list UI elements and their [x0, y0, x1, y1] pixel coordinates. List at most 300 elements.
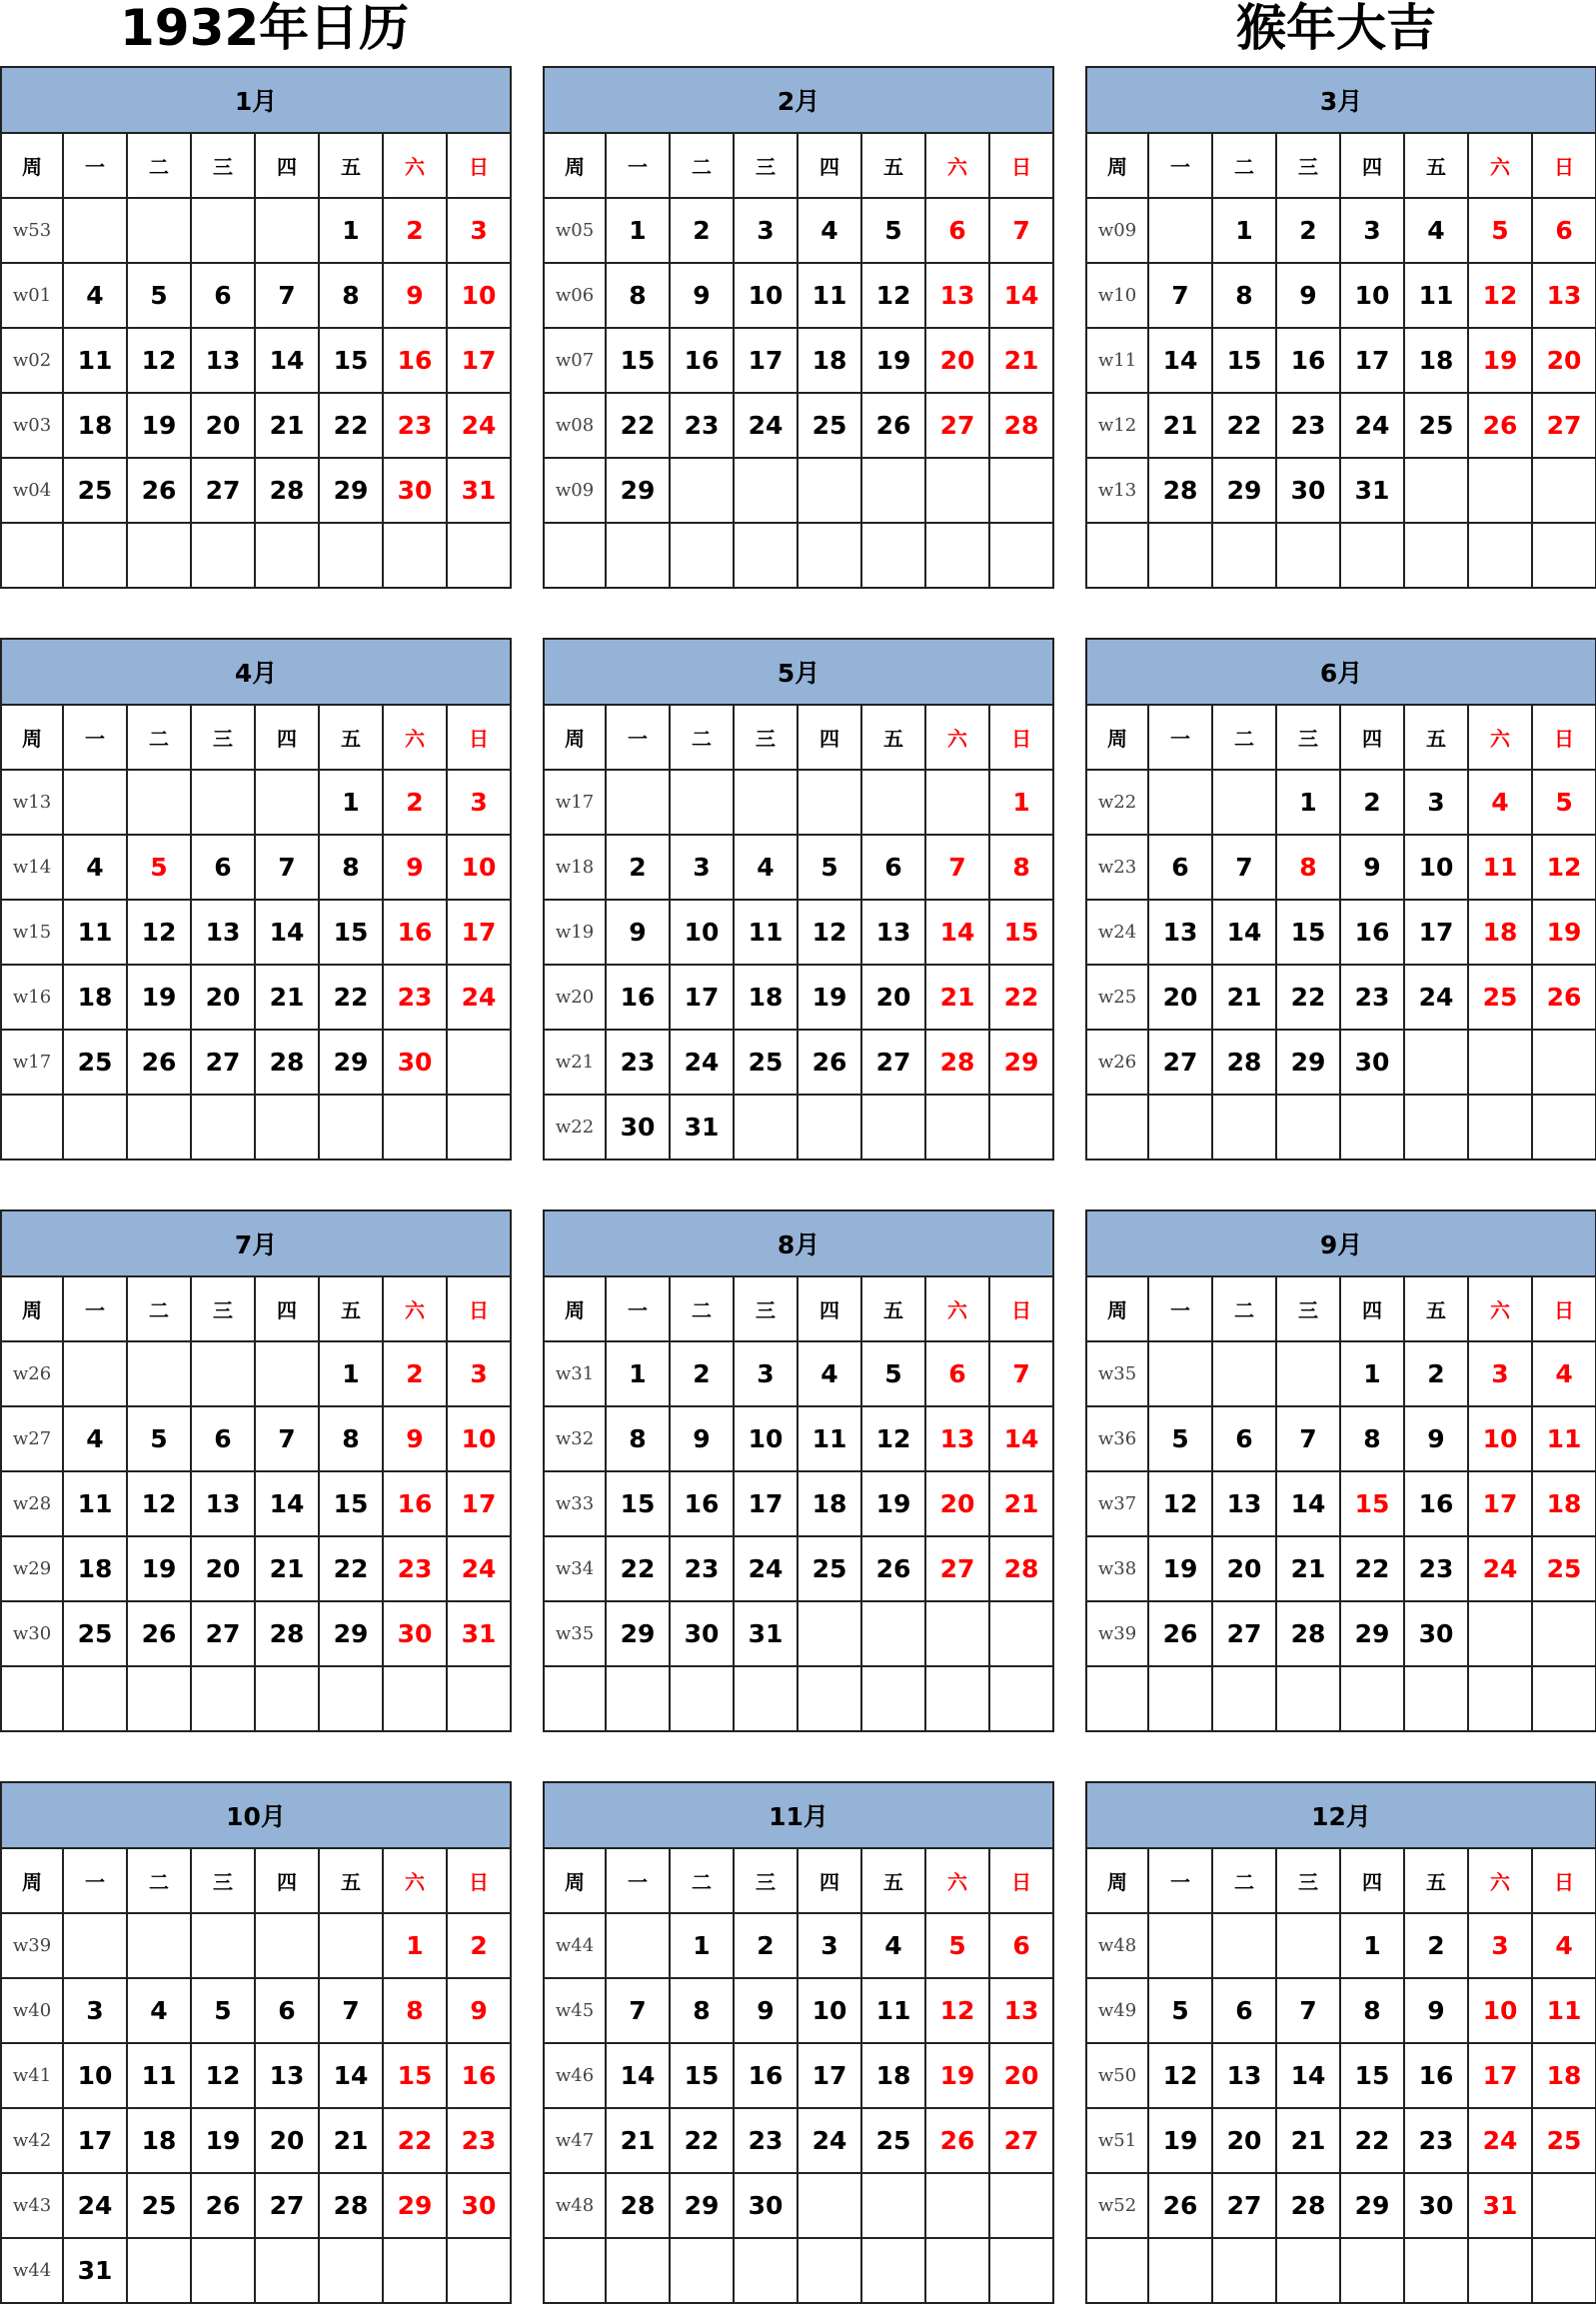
- week-number: w26: [1, 1341, 63, 1406]
- day-cell: 8: [319, 1406, 383, 1471]
- week-row: [544, 2043, 1053, 2108]
- weekday-header: 三: [1276, 1276, 1340, 1341]
- day-cell: 10: [447, 263, 511, 328]
- week-number: w39: [1086, 1601, 1148, 1666]
- day-cell: 10: [447, 835, 511, 900]
- day-cell: 11: [798, 263, 861, 328]
- day-cell: 5: [127, 835, 191, 900]
- day-cell: 28: [255, 1030, 319, 1095]
- week-row: [544, 2108, 1053, 2173]
- day-cell: 17: [1468, 1471, 1532, 1536]
- day-cell: [319, 1666, 383, 1731]
- day-cell: 14: [1212, 900, 1276, 965]
- day-cell: [63, 1666, 127, 1731]
- day-cell: 17: [734, 328, 798, 393]
- day-cell: [191, 523, 255, 588]
- month-9: [1085, 1209, 1596, 1732]
- day-cell: 26: [191, 2173, 255, 2238]
- day-cell: [861, 1095, 925, 1160]
- day-cell: 21: [989, 1471, 1053, 1536]
- day-cell: [925, 770, 989, 835]
- week-row: [1086, 965, 1596, 1030]
- day-cell: 18: [798, 328, 861, 393]
- day-cell: 1: [1212, 198, 1276, 263]
- week-number: w52: [1086, 2173, 1148, 2238]
- day-cell: [989, 2238, 1053, 2303]
- week-row: [1086, 458, 1596, 523]
- week-row: [1086, 2043, 1596, 2108]
- day-cell: 25: [798, 393, 861, 458]
- day-cell: 28: [989, 393, 1053, 458]
- day-cell: [127, 1341, 191, 1406]
- day-cell: 11: [1468, 835, 1532, 900]
- weekday-header: 二: [127, 1276, 191, 1341]
- week-number: w15: [1, 900, 63, 965]
- day-cell: 28: [255, 458, 319, 523]
- month-10: [0, 1781, 511, 2304]
- week-number: w19: [544, 900, 606, 965]
- weekday-header: 六: [383, 1276, 447, 1341]
- day-cell: 25: [861, 2108, 925, 2173]
- week-number: w37: [1086, 1471, 1148, 1536]
- day-cell: 30: [383, 1601, 447, 1666]
- weekday-header: 二: [127, 1848, 191, 1913]
- day-cell: [1212, 1341, 1276, 1406]
- day-cell: 4: [63, 263, 127, 328]
- week-number: w35: [1086, 1341, 1148, 1406]
- weekday-header: 四: [1340, 133, 1404, 198]
- day-cell: 16: [1404, 1471, 1468, 1536]
- day-cell: [861, 1601, 925, 1666]
- day-cell: [670, 523, 734, 588]
- week-row: [544, 2238, 1053, 2303]
- week-number: [1086, 1095, 1148, 1160]
- day-cell: [989, 458, 1053, 523]
- week-number: w17: [1, 1030, 63, 1095]
- day-cell: 20: [191, 393, 255, 458]
- day-cell: 18: [63, 1536, 127, 1601]
- day-cell: [319, 1913, 383, 1978]
- week-row: [544, 1406, 1053, 1471]
- day-cell: 23: [606, 1030, 670, 1095]
- day-cell: [127, 1666, 191, 1731]
- week-row: [1, 523, 511, 588]
- day-cell: 20: [255, 2108, 319, 2173]
- weekday-header: 六: [383, 133, 447, 198]
- week-number: w07: [544, 328, 606, 393]
- day-cell: 25: [734, 1030, 798, 1095]
- day-cell: 22: [989, 965, 1053, 1030]
- day-cell: 5: [1148, 1406, 1212, 1471]
- week-number: w08: [544, 393, 606, 458]
- day-cell: 7: [255, 263, 319, 328]
- day-cell: [255, 1341, 319, 1406]
- day-cell: [319, 2238, 383, 2303]
- day-cell: [383, 523, 447, 588]
- day-cell: [1532, 1030, 1596, 1095]
- week-row: [1, 2238, 511, 2303]
- day-cell: 4: [1532, 1341, 1596, 1406]
- week-number: w25: [1086, 965, 1148, 1030]
- day-cell: [191, 1095, 255, 1160]
- day-cell: 21: [925, 965, 989, 1030]
- week-row: [1, 1666, 511, 1731]
- day-cell: 12: [1148, 2043, 1212, 2108]
- week-number: w31: [544, 1341, 606, 1406]
- week-number: w53: [1, 198, 63, 263]
- day-cell: [606, 770, 670, 835]
- weekday-header: 一: [63, 1276, 127, 1341]
- weekday-header: 一: [1148, 705, 1212, 770]
- weekday-header: 一: [63, 133, 127, 198]
- week-number: w27: [1, 1406, 63, 1471]
- day-cell: 27: [1532, 393, 1596, 458]
- day-cell: 21: [255, 965, 319, 1030]
- week-number: w16: [1, 965, 63, 1030]
- weekday-header: 四: [798, 1276, 861, 1341]
- day-cell: 29: [1340, 1601, 1404, 1666]
- day-cell: [1340, 2238, 1404, 2303]
- weekday-header: 五: [861, 1848, 925, 1913]
- day-cell: 23: [670, 393, 734, 458]
- day-cell: 1: [606, 1341, 670, 1406]
- weekday-header: 三: [191, 1848, 255, 1913]
- weekday-header: 六: [925, 133, 989, 198]
- weekday-header: 二: [670, 1276, 734, 1341]
- day-cell: 26: [861, 393, 925, 458]
- day-cell: [734, 1095, 798, 1160]
- day-cell: [1276, 1095, 1340, 1160]
- day-cell: 13: [191, 328, 255, 393]
- day-cell: 14: [1148, 328, 1212, 393]
- day-cell: 15: [606, 1471, 670, 1536]
- week-row: [544, 1601, 1053, 1666]
- week-number: [1086, 2238, 1148, 2303]
- weekday-header: 三: [191, 705, 255, 770]
- day-cell: [255, 523, 319, 588]
- day-cell: 8: [989, 835, 1053, 900]
- day-cell: 22: [606, 393, 670, 458]
- weekday-header: 周: [544, 133, 606, 198]
- day-cell: 3: [1468, 1913, 1532, 1978]
- weekday-header: 四: [1340, 1276, 1404, 1341]
- week-number: w32: [544, 1406, 606, 1471]
- week-number: [544, 2238, 606, 2303]
- month-12: [1085, 1781, 1596, 2304]
- weekday-header: 四: [798, 705, 861, 770]
- day-cell: 12: [861, 263, 925, 328]
- day-cell: [1212, 1666, 1276, 1731]
- weekday-header: 二: [127, 705, 191, 770]
- weekday-header: 一: [606, 133, 670, 198]
- weekday-header: 二: [1212, 705, 1276, 770]
- day-cell: 24: [447, 393, 511, 458]
- day-cell: [1148, 1913, 1212, 1978]
- week-number: w38: [1086, 1536, 1148, 1601]
- day-cell: 16: [606, 965, 670, 1030]
- day-cell: 12: [861, 1406, 925, 1471]
- weekday-header: 周: [544, 1848, 606, 1913]
- month-11: [543, 1781, 1053, 2304]
- day-cell: 13: [1212, 1471, 1276, 1536]
- week-row: [544, 1471, 1053, 1536]
- day-cell: 16: [1404, 2043, 1468, 2108]
- day-cell: 15: [383, 2043, 447, 2108]
- day-cell: [1532, 1601, 1596, 1666]
- day-cell: 24: [734, 1536, 798, 1601]
- day-cell: [734, 770, 798, 835]
- day-cell: 6: [861, 835, 925, 900]
- day-cell: 26: [1468, 393, 1532, 458]
- day-cell: [255, 770, 319, 835]
- day-cell: 3: [1468, 1341, 1532, 1406]
- day-cell: [1148, 1341, 1212, 1406]
- day-cell: 21: [1212, 965, 1276, 1030]
- week-row: [1086, 770, 1596, 835]
- day-cell: 25: [1468, 965, 1532, 1030]
- week-number: w18: [544, 835, 606, 900]
- week-number: w41: [1, 2043, 63, 2108]
- day-cell: [1532, 523, 1596, 588]
- month-table: [0, 1209, 512, 1732]
- weekday-header: 周: [1086, 705, 1148, 770]
- week-number: [1, 1666, 63, 1731]
- day-cell: 28: [255, 1601, 319, 1666]
- weekday-header: 日: [1532, 1276, 1596, 1341]
- month-5: [543, 638, 1053, 1160]
- day-cell: 2: [1276, 198, 1340, 263]
- day-cell: 16: [383, 900, 447, 965]
- week-row: [1, 458, 511, 523]
- day-cell: 22: [606, 1536, 670, 1601]
- weekday-header: 六: [383, 705, 447, 770]
- day-cell: 23: [447, 2108, 511, 2173]
- day-cell: 3: [447, 770, 511, 835]
- weekday-header: 周: [1, 1276, 63, 1341]
- day-cell: 5: [1148, 1978, 1212, 2043]
- week-row: [544, 1030, 1053, 1095]
- day-cell: 11: [861, 1978, 925, 2043]
- week-number: w44: [544, 1913, 606, 1978]
- day-cell: 17: [734, 1471, 798, 1536]
- day-cell: [798, 2238, 861, 2303]
- weekday-header: 周: [1086, 1276, 1148, 1341]
- day-cell: 8: [1212, 263, 1276, 328]
- day-cell: 14: [925, 900, 989, 965]
- month-title: 12月: [1086, 1782, 1596, 1848]
- weekday-header: 五: [319, 133, 383, 198]
- day-cell: 11: [1532, 1978, 1596, 2043]
- day-cell: 2: [1340, 770, 1404, 835]
- day-cell: 3: [1340, 198, 1404, 263]
- weekday-header: 三: [734, 1276, 798, 1341]
- day-cell: 10: [447, 1406, 511, 1471]
- week-number: w14: [1, 835, 63, 900]
- day-cell: 7: [925, 835, 989, 900]
- day-cell: 7: [1276, 1978, 1340, 2043]
- day-cell: 21: [255, 1536, 319, 1601]
- day-cell: 18: [798, 1471, 861, 1536]
- week-number: w49: [1086, 1978, 1148, 2043]
- week-number: w26: [1086, 1030, 1148, 1095]
- week-number: w17: [544, 770, 606, 835]
- weekday-header: 周: [1, 133, 63, 198]
- day-cell: [798, 458, 861, 523]
- day-cell: 27: [1212, 1601, 1276, 1666]
- day-cell: 30: [670, 1601, 734, 1666]
- day-cell: 26: [861, 1536, 925, 1601]
- day-cell: [383, 1095, 447, 1160]
- day-cell: [798, 1095, 861, 1160]
- day-cell: 9: [1404, 1406, 1468, 1471]
- day-cell: 16: [447, 2043, 511, 2108]
- day-cell: 31: [670, 1095, 734, 1160]
- month-title: 6月: [1086, 639, 1596, 705]
- day-cell: [925, 2238, 989, 2303]
- week-number: w22: [1086, 770, 1148, 835]
- day-cell: [798, 1601, 861, 1666]
- day-cell: 6: [191, 263, 255, 328]
- weekday-header: 四: [255, 1276, 319, 1341]
- day-cell: 1: [606, 198, 670, 263]
- weekday-header: 一: [606, 705, 670, 770]
- day-cell: 5: [127, 263, 191, 328]
- day-cell: 8: [1276, 835, 1340, 900]
- day-cell: [319, 1095, 383, 1160]
- week-number: w13: [1, 770, 63, 835]
- weekday-header: 六: [925, 1848, 989, 1913]
- month-8: [543, 1209, 1053, 1732]
- day-cell: 4: [1532, 1913, 1596, 1978]
- day-cell: 29: [670, 2173, 734, 2238]
- week-row: [1086, 1471, 1596, 1536]
- month-table: [0, 1781, 512, 2304]
- day-cell: [1532, 1666, 1596, 1731]
- week-number: w35: [544, 1601, 606, 1666]
- week-row: [1, 263, 511, 328]
- month-table: [543, 1209, 1054, 1732]
- day-cell: 27: [925, 393, 989, 458]
- day-cell: 13: [191, 1471, 255, 1536]
- weekday-header: 三: [734, 1848, 798, 1913]
- day-cell: 8: [1340, 1406, 1404, 1471]
- weekday-header: 日: [447, 1276, 511, 1341]
- weekday-header: 日: [1532, 133, 1596, 198]
- day-cell: 31: [1340, 458, 1404, 523]
- day-cell: [861, 523, 925, 588]
- day-cell: [989, 523, 1053, 588]
- week-number: w22: [544, 1095, 606, 1160]
- day-cell: 19: [127, 393, 191, 458]
- week-number: w11: [1086, 328, 1148, 393]
- day-cell: 24: [1468, 1536, 1532, 1601]
- day-cell: 28: [606, 2173, 670, 2238]
- day-cell: 17: [447, 1471, 511, 1536]
- week-row: [1, 965, 511, 1030]
- day-cell: 19: [925, 2043, 989, 2108]
- day-cell: [127, 770, 191, 835]
- day-cell: 25: [1532, 2108, 1596, 2173]
- day-cell: 13: [989, 1978, 1053, 2043]
- day-cell: [127, 1913, 191, 1978]
- weekday-header: 六: [1468, 1276, 1532, 1341]
- week-number: [544, 1666, 606, 1731]
- day-cell: [1468, 1601, 1532, 1666]
- day-cell: 8: [319, 263, 383, 328]
- week-number: w47: [544, 2108, 606, 2173]
- day-cell: 1: [670, 1913, 734, 1978]
- day-cell: [191, 1341, 255, 1406]
- day-cell: 30: [1340, 1030, 1404, 1095]
- weekday-header: 六: [1468, 705, 1532, 770]
- day-cell: 9: [670, 263, 734, 328]
- day-cell: [925, 1666, 989, 1731]
- day-cell: 21: [319, 2108, 383, 2173]
- week-row: [1, 1536, 511, 1601]
- week-row: [1, 1471, 511, 1536]
- day-cell: 6: [925, 1341, 989, 1406]
- week-row: [1, 2173, 511, 2238]
- day-cell: [1340, 1095, 1404, 1160]
- day-cell: 25: [63, 1601, 127, 1666]
- day-cell: 14: [1276, 2043, 1340, 2108]
- week-row: [544, 198, 1053, 263]
- week-number: w21: [544, 1030, 606, 1095]
- day-cell: 29: [319, 1030, 383, 1095]
- year-greeting: 猴年大吉: [1236, 0, 1436, 57]
- day-cell: 23: [734, 2108, 798, 2173]
- day-cell: [191, 1666, 255, 1731]
- week-row: [544, 393, 1053, 458]
- day-cell: 29: [1276, 1030, 1340, 1095]
- weekday-header: 五: [319, 705, 383, 770]
- day-cell: [1468, 1030, 1532, 1095]
- day-cell: 26: [127, 1030, 191, 1095]
- day-cell: 24: [447, 965, 511, 1030]
- month-table: [0, 66, 512, 589]
- day-cell: 17: [1404, 900, 1468, 965]
- week-row: [1, 1406, 511, 1471]
- week-row: [1, 1095, 511, 1160]
- day-cell: 9: [606, 900, 670, 965]
- day-cell: 24: [63, 2173, 127, 2238]
- week-number: w13: [1086, 458, 1148, 523]
- day-cell: 30: [1276, 458, 1340, 523]
- day-cell: 16: [1340, 900, 1404, 965]
- day-cell: 4: [798, 198, 861, 263]
- month-title: 11月: [544, 1782, 1053, 1848]
- day-cell: 20: [1212, 1536, 1276, 1601]
- day-cell: 8: [383, 1978, 447, 2043]
- day-cell: 20: [989, 2043, 1053, 2108]
- day-cell: 20: [191, 1536, 255, 1601]
- day-cell: 1: [1340, 1913, 1404, 1978]
- day-cell: [127, 523, 191, 588]
- weekday-header: 日: [1532, 705, 1596, 770]
- day-cell: 7: [1212, 835, 1276, 900]
- day-cell: [670, 2238, 734, 2303]
- day-cell: [670, 770, 734, 835]
- day-cell: 22: [1340, 1536, 1404, 1601]
- day-cell: [447, 523, 511, 588]
- day-cell: [1404, 458, 1468, 523]
- day-cell: 9: [383, 263, 447, 328]
- month-title: 1月: [1, 67, 511, 133]
- day-cell: 24: [798, 2108, 861, 2173]
- day-cell: 8: [319, 835, 383, 900]
- day-cell: [1404, 1666, 1468, 1731]
- day-cell: [989, 2173, 1053, 2238]
